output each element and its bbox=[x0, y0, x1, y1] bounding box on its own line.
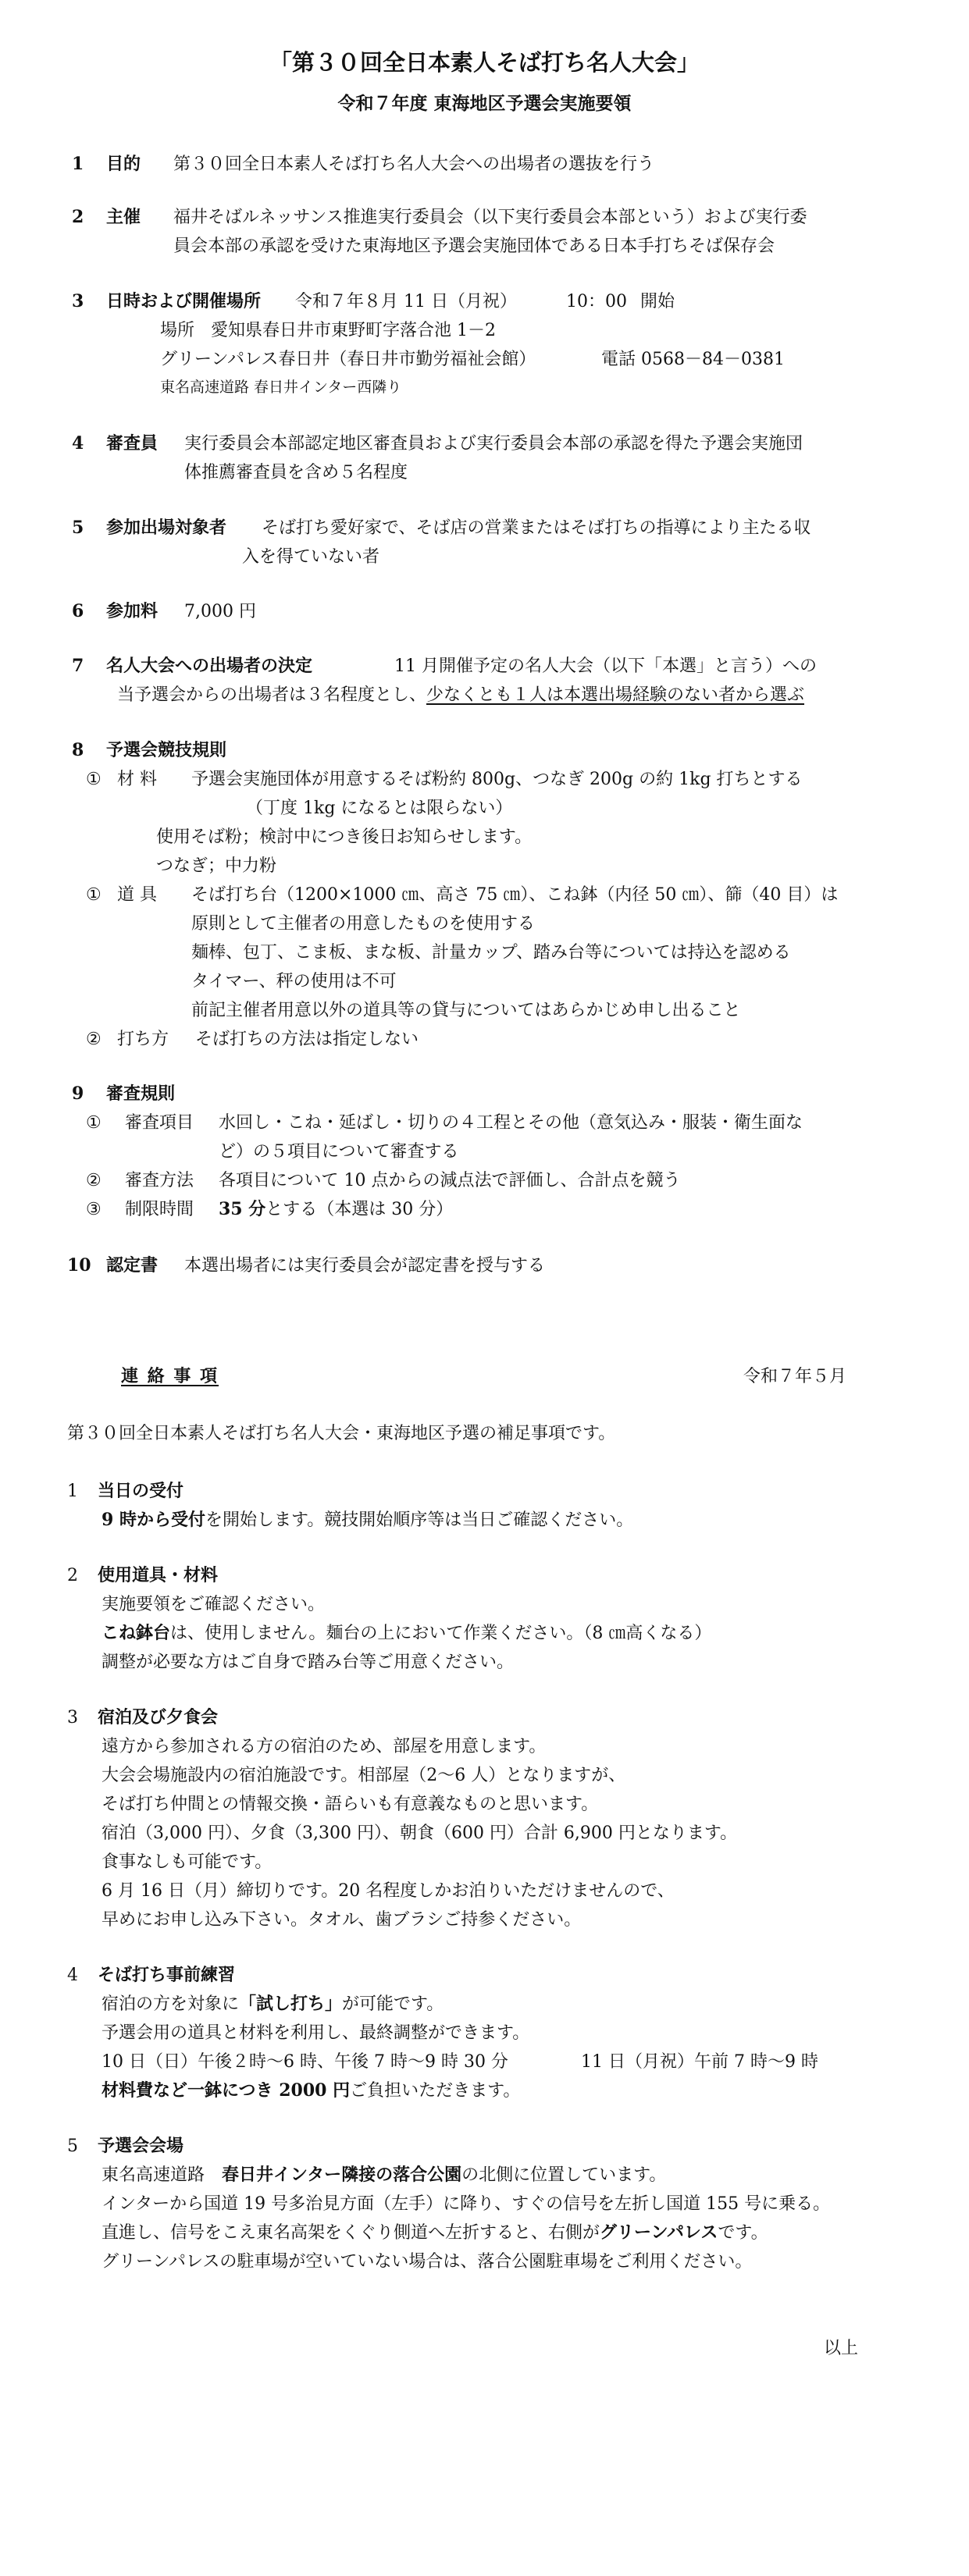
judging-items-line2: ど）の５項目について審査する bbox=[219, 1142, 459, 1162]
event-date: 令和７年８月 11 日（月祝） bbox=[295, 292, 517, 311]
notice-3-heading: 宿泊及び夕食会 bbox=[98, 1707, 219, 1727]
place-address: 愛知県春日井市東野町字落合池 1－2 bbox=[211, 321, 496, 340]
judging-items-label: 審査項目 bbox=[125, 1113, 194, 1133]
practice-available: が可能です。 bbox=[342, 1994, 444, 2014]
rule-materials-line2: （丁度 1kg になるとは限らない） bbox=[246, 799, 513, 818]
notice-3-line3: そば打ち仲間との情報交換・語らいも有意義なものと思います。 bbox=[102, 1795, 599, 1814]
kneading-stand-note: は、使用しません。麺台の上において作業ください。（8 ㎝高くなる） bbox=[170, 1624, 712, 1643]
reception-note: を開始します。競技開始順序等は当日ご確認ください。 bbox=[205, 1510, 634, 1530]
time-limit-note: とする（本選は 30 分） bbox=[265, 1200, 454, 1219]
section-7-number: 7 bbox=[72, 656, 84, 676]
section-10-text: 本選出場者には実行委員会が認定書を授与する bbox=[184, 1256, 546, 1276]
place-label: 場所 bbox=[160, 321, 195, 340]
directions-text: 直進し、信号をこえ東名高架をくぐり側道へ左折すると、右側が bbox=[102, 2223, 600, 2243]
rule-materials-line4: つなぎ；中力粉 bbox=[156, 856, 277, 876]
notice-2-number: 2 bbox=[67, 1566, 78, 1585]
judging-method-mark: ② bbox=[86, 1171, 102, 1190]
kneading-stand: こね鉢台 bbox=[102, 1623, 171, 1643]
section-2-number: 2 bbox=[72, 207, 84, 227]
park-name: 春日井インター隣接の落合公園 bbox=[222, 2165, 462, 2185]
section-2-line2: 員会本部の承認を受けた東海地区予選会実施団体である日本手打ちそば保存会 bbox=[173, 237, 775, 256]
section-5-number: 5 bbox=[72, 518, 84, 538]
judging-items-line1: 水回し・こね・延ばし・切りの４工程とその他（意気込み・服装・衛生面な bbox=[219, 1113, 803, 1133]
section-10-heading: 認定書 bbox=[106, 1255, 159, 1276]
section-7-line2-underlined: 少なくとも１人は本選出場経験のない者から選ぶ bbox=[426, 685, 805, 705]
rule-tools-line5: 前記主催者用意以外の道具等の貸与についてはあらかじめ申し出ること bbox=[191, 1001, 741, 1020]
page-subtitle: 令和７年度 東海地区予選会実施要領 bbox=[337, 93, 632, 114]
rule-method-mark: ② bbox=[86, 1030, 102, 1049]
section-7-line2-text: 当予選会からの出場者は３名程度とし、 bbox=[117, 685, 427, 705]
section-2-line1: 福井そばルネッサンス推進実行委員会（以下実行委員会本部という）および実行委 bbox=[173, 208, 807, 227]
rule-tools-line2: 原則として主催者の用意したものを使用する bbox=[191, 914, 536, 934]
section-4-line1: 実行委員会本部認定地区審査員および実行委員会本部の承認を得た予選会実施団 bbox=[184, 434, 803, 454]
section-6-fee: 7,000 円 bbox=[184, 602, 256, 621]
section-4-heading: 審査員 bbox=[106, 433, 159, 454]
section-7-line1: 11 月開催予定の名人大会（以下「本選」と言う）への bbox=[394, 656, 817, 676]
rule-tools-line1: そば打ち台（1200×1000 ㎝、高さ 75 ㎝）、こね鉢（内径 50 ㎝）、篩（40 目）は bbox=[191, 885, 839, 905]
notice-2-line1: 実施要領をご確認ください。 bbox=[102, 1595, 326, 1614]
rule-materials-mark: ① bbox=[86, 770, 102, 789]
notice-5-line4: グリーンパレスの駐車場が空いていない場合は、落合公園駐車場をご利用ください。 bbox=[102, 2252, 753, 2272]
rule-materials-label: 材 料 bbox=[117, 770, 157, 789]
section-4-number: 4 bbox=[72, 433, 84, 454]
section-4-line2: 体推薦審査員を含め５名程度 bbox=[184, 463, 408, 482]
notice-heading: 連 絡 事 項 bbox=[121, 1366, 219, 1386]
notice-5-number: 5 bbox=[67, 2137, 78, 2156]
rule-materials-line3: 使用そば粉；検討中につき後日お知らせします。 bbox=[156, 827, 533, 847]
rule-tools-mark: ① bbox=[86, 885, 102, 905]
notice-3-line2: 大会会場施設内の宿泊施設です。相部屋（2～6 人）となりますが、 bbox=[102, 1766, 626, 1785]
venue-highlight: グリーンパレス bbox=[600, 2222, 718, 2243]
section-6-number: 6 bbox=[72, 601, 84, 621]
notice-4-line2: 予選会用の道具と材料を利用し、最終調整ができます。 bbox=[102, 2023, 530, 2043]
rule-tools-label: 道 具 bbox=[117, 885, 157, 905]
time-limit-mark: ③ bbox=[86, 1200, 102, 1219]
notice-4-number: 4 bbox=[67, 1966, 78, 1985]
notice-3-line7: 早めにお申し込み下さい。タオル、歯ブラシご持参ください。 bbox=[102, 1910, 582, 1930]
section-9-number: 9 bbox=[72, 1083, 84, 1104]
judging-method-label: 審査方法 bbox=[125, 1171, 194, 1190]
notice-3-line1: 遠方から参加される方の宿泊のため、部屋を用意します。 bbox=[102, 1737, 547, 1756]
notice-1-heading: 当日の受付 bbox=[98, 1481, 184, 1501]
time-limit-value: 35 分 bbox=[219, 1199, 266, 1219]
notice-intro: 第３０回全日本素人そば打ち名人大会・東海地区予選の補足事項です。 bbox=[67, 1424, 616, 1443]
section-2-heading: 主催 bbox=[106, 207, 141, 227]
location-note: の北側に位置しています。 bbox=[461, 2165, 667, 2185]
notice-4-heading: そば打ち事前練習 bbox=[98, 1965, 236, 1985]
event-start: 開始 bbox=[640, 292, 675, 311]
venue-phone: 電話 0568－84－0381 bbox=[601, 350, 785, 369]
notice-1-text bbox=[102, 1506, 633, 1535]
time-limit-label: 制限時間 bbox=[125, 1200, 194, 1219]
rule-method-text: そば打ちの方法は指定しない bbox=[195, 1030, 419, 1049]
section-3-heading: 日時および開催場所 bbox=[106, 291, 262, 311]
venue-name: グリーンパレス春日井（春日井市勤労福祉会館） bbox=[160, 350, 536, 369]
closing-text: 以上 bbox=[824, 2339, 859, 2358]
notice-2-line3: 調整が必要な方はご自身で踏み台等ご用意ください。 bbox=[102, 1653, 515, 1672]
section-3-number: 3 bbox=[72, 291, 84, 311]
rule-tools-line3: 麺棒、包丁、こま板、まな板、計量カップ、踏み台等については持込を認める bbox=[191, 943, 791, 962]
highway-name: 東名高速道路 bbox=[102, 2165, 205, 2185]
notice-1-number: 1 bbox=[67, 1482, 78, 1501]
section-1-text: 第３０回全日本素人そば打ち名人大会への出場者の選抜を行う bbox=[173, 155, 655, 174]
section-7-line2 bbox=[117, 681, 804, 710]
judging-method-text: 各項目について 10 点からの減点法で評価し、合計点を競う bbox=[219, 1171, 681, 1190]
practice-day-1: 10 日（日）午後２時～6 時、午後 7 時～9 時 30 分 bbox=[102, 2052, 508, 2072]
section-10-number: 10 bbox=[67, 1255, 91, 1276]
practice-fee: 材料費など一鉢につき 2000 円 bbox=[102, 2080, 351, 2101]
event-time: 10：00 bbox=[566, 292, 627, 311]
rule-tools-line4: タイマー、秤の使用は不可 bbox=[191, 972, 397, 991]
reception-time: 9 時から受付 bbox=[102, 1510, 205, 1530]
notice-date: 令和７年５月 bbox=[743, 1367, 847, 1386]
notice-3-line4: 宿泊（3,000 円）、夕食（3,300 円）、朝食（600 円）合計 6,900 円となります。 bbox=[102, 1823, 738, 1843]
notice-3-line5: 食事なしも可能です。 bbox=[102, 1852, 273, 1872]
practice-day-2: 11 日（月祝）午前 7 時～9 時 bbox=[581, 2052, 818, 2072]
practice-target: 宿泊の方を対象に bbox=[102, 1994, 240, 2014]
notice-4-line4 bbox=[102, 2076, 520, 2105]
directions-end: です。 bbox=[718, 2223, 768, 2243]
section-7-heading: 名人大会への出場者の決定 bbox=[106, 656, 313, 676]
notice-4-line1 bbox=[102, 1990, 444, 2019]
notice-5-line1 bbox=[102, 2161, 666, 2190]
section-5-heading: 参加出場対象者 bbox=[106, 518, 227, 538]
section-6-heading: 参加料 bbox=[106, 601, 159, 621]
practice-trial: 「試し打ち」 bbox=[239, 1994, 343, 2014]
notice-2-line2 bbox=[102, 1619, 711, 1648]
time-limit-text bbox=[219, 1195, 453, 1224]
notice-3-number: 3 bbox=[67, 1708, 78, 1727]
notice-5-line3 bbox=[102, 2218, 768, 2247]
section-8-number: 8 bbox=[72, 740, 84, 760]
venue-access: 東名高速道路 春日井インター西隣り bbox=[160, 379, 402, 396]
page-title: 「第３０回全日本素人そば打ち名人大会」 bbox=[269, 49, 700, 76]
notice-3-line6: 6 月 16 日（月）締切りです。20 名程度しかお泊りいただけませんので、 bbox=[102, 1881, 675, 1901]
section-8-heading: 予選会競技規則 bbox=[106, 740, 227, 760]
section-1-number: 1 bbox=[72, 154, 84, 174]
rule-method-label: 打ち方 bbox=[117, 1030, 169, 1049]
rule-materials-line1: 予選会実施団体が用意するそば粉約 800g、つなぎ 200g の約 1kg 打ちとする bbox=[191, 770, 803, 789]
notice-2-heading: 使用道具・材料 bbox=[98, 1565, 219, 1585]
section-5-line2: 入を得ていない者 bbox=[242, 547, 380, 567]
judging-items-mark: ① bbox=[86, 1113, 102, 1133]
notice-5-line2: インターから国道 19 号多治見方面（左手）に降り、すぐの信号を左折し国道 155 号に乗る。 bbox=[102, 2194, 831, 2214]
section-1-heading: 目的 bbox=[106, 154, 141, 174]
practice-fee-note: ご負担いただきます。 bbox=[350, 2081, 521, 2101]
section-9-heading: 審査規則 bbox=[106, 1083, 176, 1104]
section-5-line1: そば打ち愛好家で、そば店の営業またはそば打ちの指導により主たる収 bbox=[262, 518, 811, 538]
notice-5-heading: 予選会会場 bbox=[98, 2136, 184, 2156]
